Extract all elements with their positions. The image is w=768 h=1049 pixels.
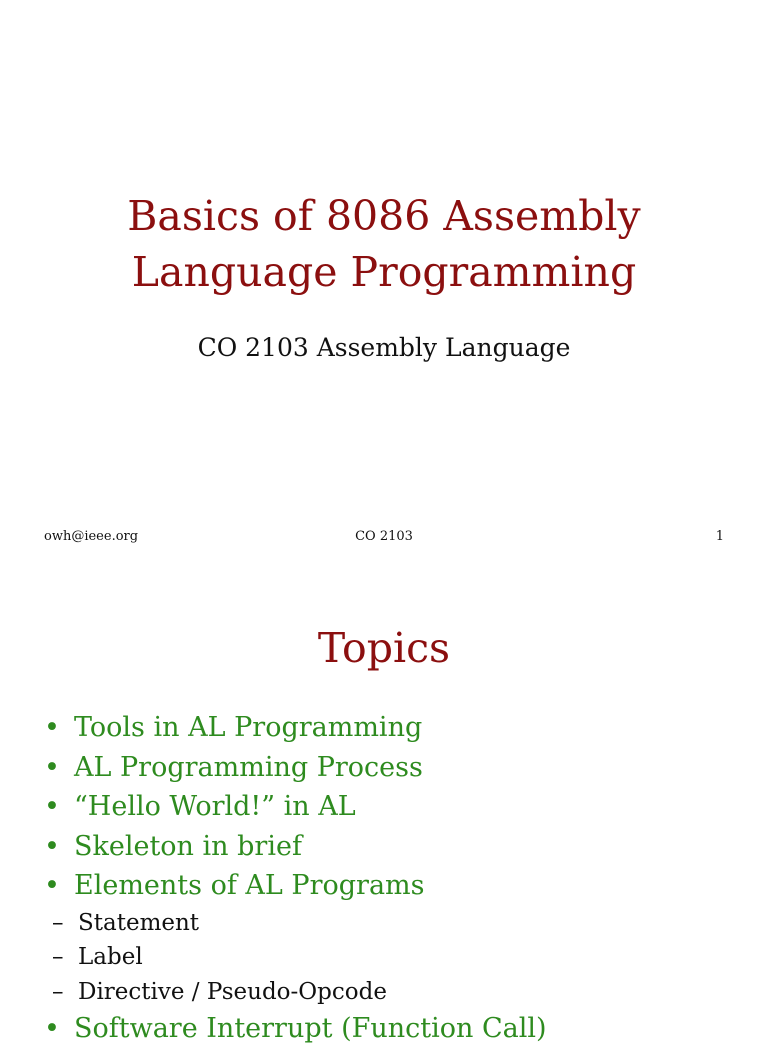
- footer-course: CO 2103: [355, 529, 413, 544]
- subtopic-label: Directive / Pseudo-Opcode: [78, 978, 387, 1005]
- title-line-1: Basics of 8086 Assembly: [127, 192, 641, 240]
- slide-title: [0, 188, 768, 300]
- slide-subtitle: CO 2103 Assembly Language: [197, 333, 571, 362]
- topic-label: “Hello World!” in AL: [74, 791, 356, 822]
- subtopic-group: [44, 906, 547, 1010]
- dash-icon: –: [52, 944, 64, 970]
- topics-title: Topics: [317, 624, 451, 672]
- footer-page-number: 1: [715, 529, 724, 544]
- bullet-icon: •: [44, 870, 60, 901]
- title-line-2: Language Programming: [131, 248, 637, 296]
- topic-label: Skeleton in brief: [74, 830, 302, 862]
- subtopic-label: Label: [78, 944, 143, 970]
- topic-item: [44, 1009, 547, 1049]
- bullet-icon: •: [44, 791, 60, 822]
- topic-item: [44, 748, 547, 788]
- subtopic-label: Statement: [78, 909, 200, 936]
- topic-item: [44, 866, 547, 906]
- topic-label: Elements of AL Programs: [74, 870, 425, 901]
- dash-icon: –: [52, 909, 64, 936]
- bullet-icon: •: [44, 712, 60, 743]
- subtopic-list: [44, 906, 547, 1010]
- footer-email: owh@ieee.org: [44, 529, 139, 544]
- bullet-icon: •: [44, 751, 60, 783]
- topic-list: [44, 708, 547, 1049]
- topic-item: [44, 708, 547, 748]
- subtopic-item: [44, 975, 547, 1010]
- topic-label: Tools in AL Programming: [74, 712, 423, 743]
- topic-item: [44, 827, 547, 867]
- bullet-icon: •: [44, 830, 60, 862]
- bullet-icon: •: [44, 1013, 60, 1044]
- topic-label: AL Programming Process: [74, 751, 423, 783]
- topic-label: Software Interrupt (Function Call): [74, 1013, 547, 1044]
- dash-icon: –: [52, 978, 64, 1005]
- slide-2: [0, 576, 768, 1044]
- subtopic-item: [44, 906, 547, 941]
- topic-item: [44, 787, 547, 827]
- subtopic-item: [44, 940, 547, 975]
